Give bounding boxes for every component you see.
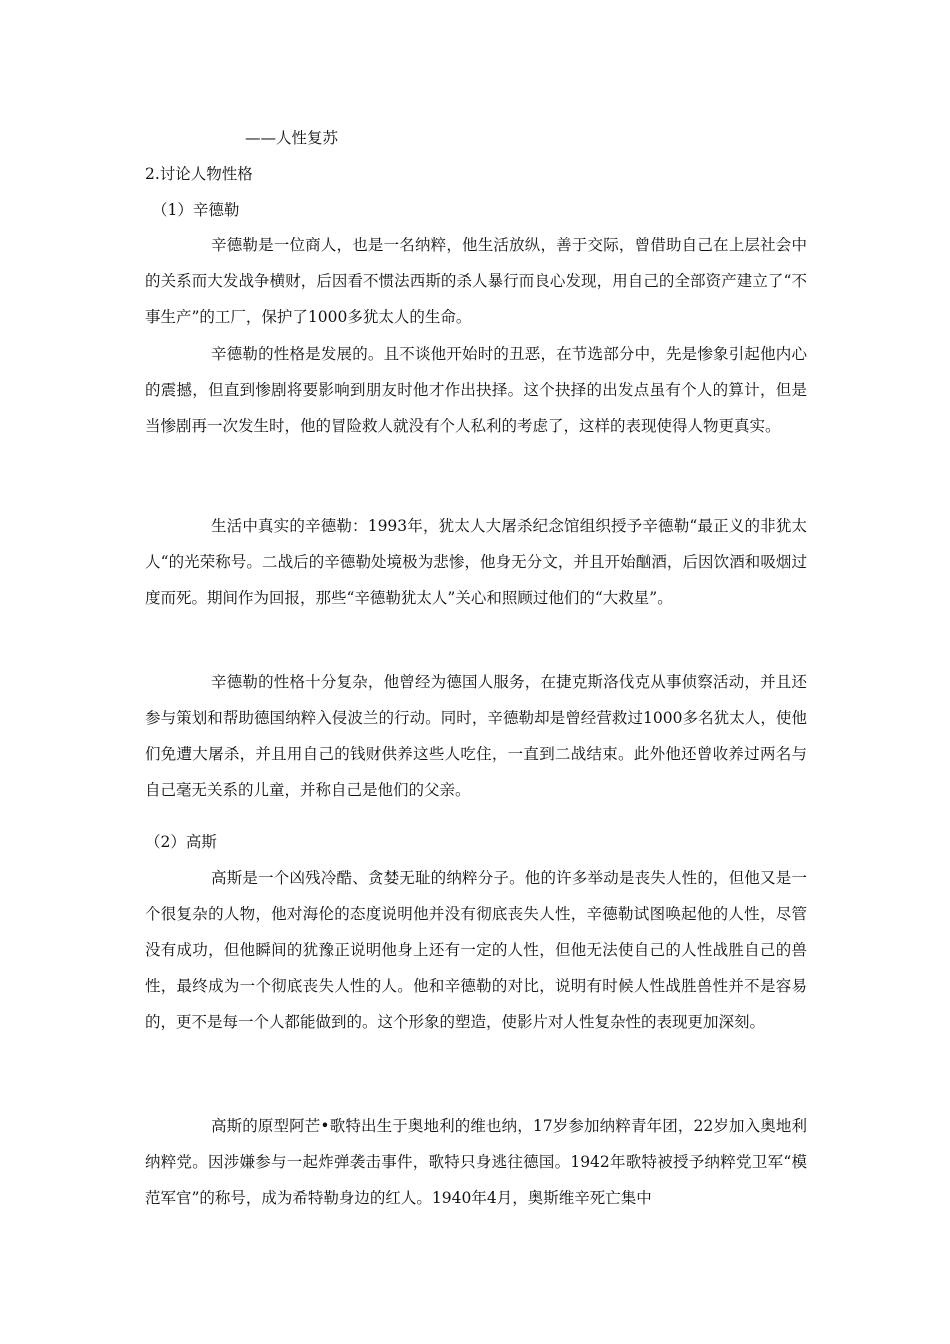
paragraph: 辛德勒是一位商人，也是一名纳粹，他生活放纵，善于交际，曾借助自己在上层社会中的关系而大发战争横财，后因看不惯法西斯的杀人暴行而良心发现，用自己的全部资产建立了“不事生产”的工厂，保护了1000多犹太人的生命。 (145, 236, 807, 326)
subsection-heading-goeth: （2）高斯 (145, 833, 217, 851)
subtitle: ——人性复苏 (245, 129, 339, 147)
paragraph: 辛德勒的性格是发展的。且不谈他开始时的丑恶，在节选部分中，先是惨象引起他内心的震撼，但直到惨剧将要影响到朋友时他才作出抉择。这个抉择的出发点虽有个人的算计，但是当惨剧再一次发生时，他的冒险救人就没有个人私利的考虑了，这样的表现使得人物更真实。 (145, 345, 807, 435)
paragraph: 高斯的原型阿芒•歌特出生于奥地利的维也纳，17岁参加纳粹青年团，22岁加入奥地利纳粹党。因涉嫌参与一起炸弹袭击事件，歌特只身逃往德国。1942年歌特被授予纳粹党卫军“模范军官”的称号，成为希特勒身边的红人。1940年4月，奥斯维辛死亡集中 (145, 1117, 807, 1207)
paragraph: 生活中真实的辛德勒：1993年，犹太人大屠杀纪念馆组织授予辛德勒“最正义的非犹太人“的光荣称号。二战后的辛德勒处境极为悲惨，他身无分文，并且开始酗酒，后因饮酒和吸烟过度而死。期间作为回报，那些“辛德勒犹太人”关心和照顾过他们的“大救星”。 (145, 517, 807, 607)
subsection-heading-schindler: （1）辛德勒 (152, 201, 240, 219)
paragraph: 高斯是一个凶残冷酷、贪婪无耻的纳粹分子。他的许多举动是丧失人性的，但他又是一个很复杂的人物，他对海伦的态度说明他并没有彻底丧失人性，辛德勒试图唤起他的人性，尽管没有成功，但他瞬间的犹豫正说明他身上还有一定的人性，但他无法使自己的人性战胜自己的兽性，最终成为一个彻底丧失人性的人。他和辛德勒的对比，说明有时候人性战胜兽性并不是容易的，更不是每一个人都能做到的。这个形象的塑造，使影片对人性复杂性的表现更加深刻。 (145, 869, 807, 1031)
paragraph: 辛德勒的性格十分复杂，他曾经为德国人服务，在捷克斯洛伐克从事侦察活动，并且还参与策划和帮助德国纳粹入侵波兰的行动。同时，辛德勒却是曾经营救过1000多名犹太人，使他们免遭大屠杀，并且用自己的钱财供养这些人吃住，一直到二战结束。此外他还曾收养过两名与自己毫无关系的儿童，并称自己是他们的父亲。 (145, 673, 807, 799)
section-heading: 2.讨论人物性格 (145, 165, 253, 183)
